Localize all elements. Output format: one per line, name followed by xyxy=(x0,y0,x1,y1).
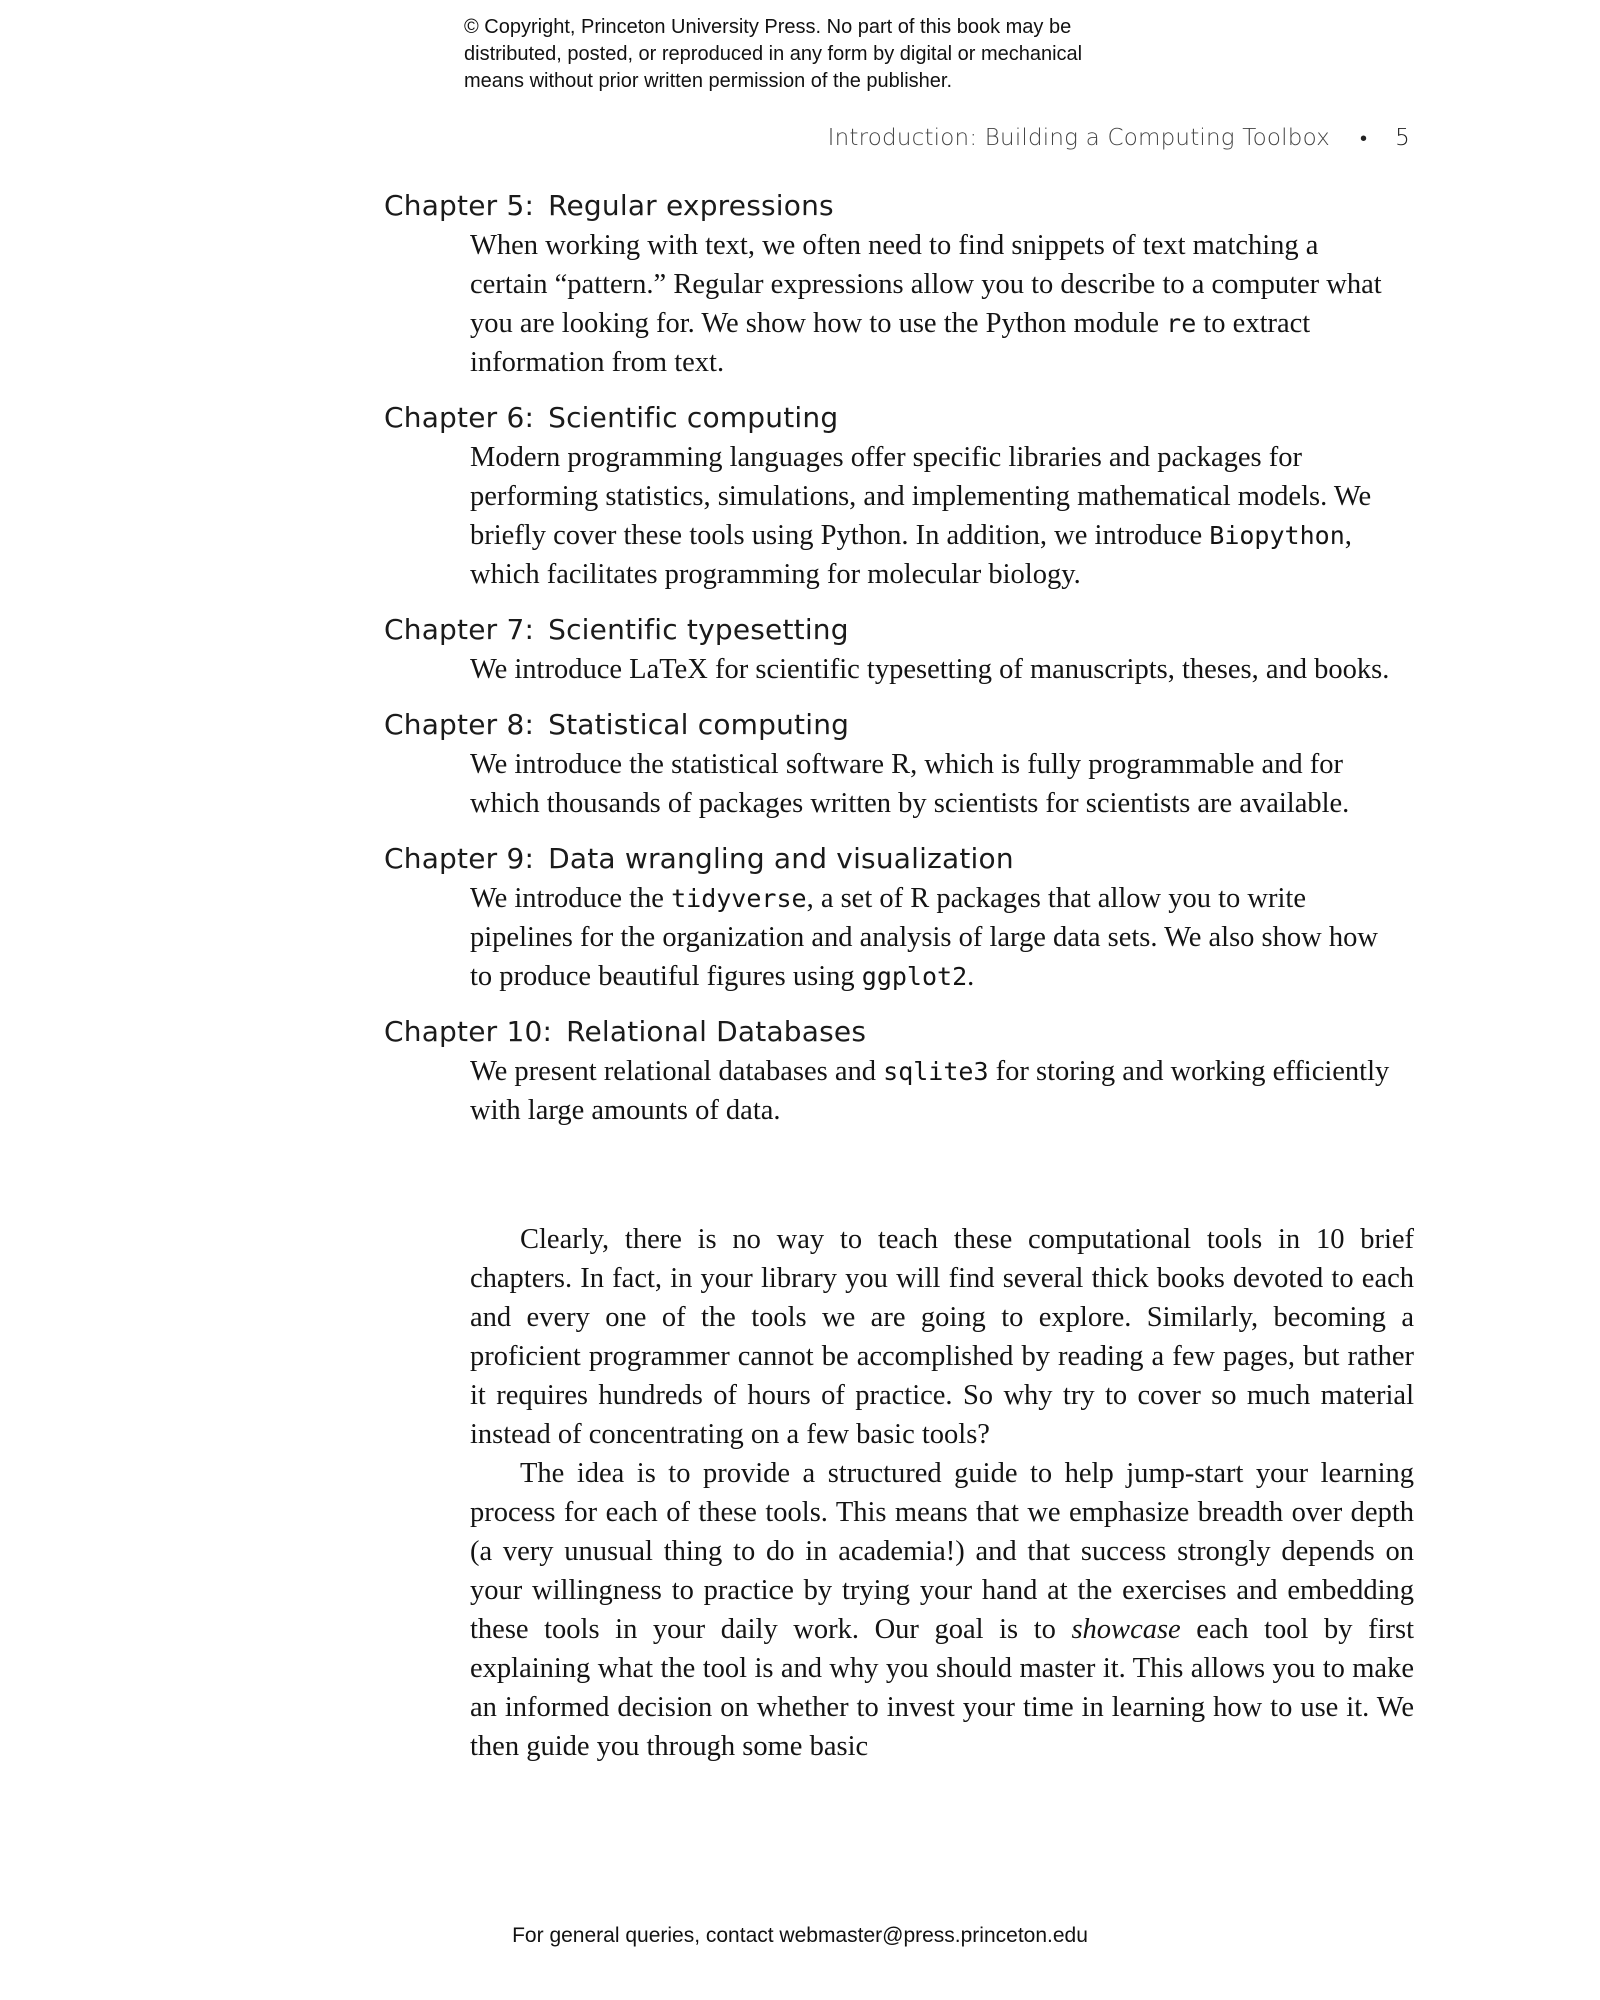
code-term: ggplot2 xyxy=(861,962,968,991)
code-term: tidyverse xyxy=(671,884,807,913)
chapter-6 xyxy=(384,398,1414,594)
chapter-number: Chapter 7: xyxy=(384,613,535,646)
copyright-line-3: means without prior written permission of the publisher. xyxy=(464,70,953,92)
desc-text: . xyxy=(967,961,975,992)
desc-text: to extract information from text. xyxy=(470,308,1311,378)
chapter-title xyxy=(384,398,1414,438)
desc-text: Modern programming languages offer specific libraries and packages for performing statistics, simulations, and implementing mathematical models. We briefly cover these tools using Python. In addition, we introduce xyxy=(470,442,1372,551)
chapter-7 xyxy=(384,610,1414,689)
copyright-line-1: © Copyright, Princeton University Press. No part of this book may be xyxy=(464,16,1072,38)
desc-text: for storing and working efficiently with large amounts of data. xyxy=(470,1056,1390,1126)
chapter-title xyxy=(384,186,1414,226)
body-text xyxy=(470,1220,1414,1766)
paragraph-text: The idea is to provide a structured guide to help jump-start your learning process for each of these tools. This means that we emphasize breadth over depth (a very unusual thing to do in academia!) and that success strongly depends on your willingness to practice by trying your hand at the exercises and embedding these tools in your daily work. Our goal is to xyxy=(470,1458,1414,1645)
latex-logo: LaTeX xyxy=(629,654,708,685)
running-head xyxy=(828,125,1410,151)
desc-text: We introduce xyxy=(470,654,630,685)
chapter-title xyxy=(384,839,1414,879)
desc-text: , a set of R packages that allow you to write pipelines for the organization and analysis of large data sets. We also show how to produce beautiful figures using xyxy=(470,883,1378,992)
copyright-notice xyxy=(464,14,1184,95)
desc-text: We introduce the statistical software R, which is fully programmable and for which thousands of packages written by scientists for scientists are available. xyxy=(470,749,1350,819)
paragraph-text: each tool by first explaining what the tool is and why you should master it. This allows you to make an informed decision on whether to invest your time in learning how to use it. We then guide you through some basic xyxy=(470,1614,1414,1762)
running-head-title: Introduction: Building a Computing Toolbox xyxy=(827,125,1330,151)
chapter-10 xyxy=(384,1012,1414,1130)
emphasis-text: showcase xyxy=(1071,1614,1181,1645)
desc-text: We present relational databases and xyxy=(470,1056,884,1087)
chapter-description xyxy=(470,745,1398,823)
chapter-title xyxy=(384,610,1414,650)
chapter-name: Scientific typesetting xyxy=(548,613,849,646)
chapter-description xyxy=(470,438,1398,594)
chapter-8 xyxy=(384,705,1414,823)
chapter-list xyxy=(384,186,1414,1146)
paragraph-2 xyxy=(470,1454,1414,1766)
chapter-number: Chapter 6: xyxy=(384,401,535,434)
chapter-number: Chapter 10: xyxy=(384,1015,553,1048)
chapter-description xyxy=(470,226,1398,382)
chapter-name: Statistical computing xyxy=(548,708,850,741)
code-term: re xyxy=(1166,309,1197,338)
chapter-description xyxy=(470,879,1398,996)
desc-text: for scientific typesetting of manuscripts, theses, and books. xyxy=(707,654,1390,685)
desc-text: We introduce the xyxy=(470,883,672,914)
chapter-description xyxy=(470,650,1398,689)
chapter-number: Chapter 9: xyxy=(384,842,535,875)
copyright-line-2: distributed, posted, or reproduced in any form by digital or mechanical xyxy=(464,43,1083,65)
footer-contact: For general queries, contact webmaster@press.princeton.edu xyxy=(512,1924,1088,1947)
chapter-name: Regular expressions xyxy=(548,189,834,222)
page-number: 5 xyxy=(1395,125,1410,151)
chapter-title xyxy=(384,705,1414,745)
chapter-title xyxy=(384,1012,1414,1052)
paragraph-1: Clearly, there is no way to teach these computational tools in 10 brief chapters. In fact, in your library you will find several thick books devoted to each and every one of the tools we are going to explore. Similarly, becoming a proficient programmer cannot be accomplished by reading a few pages, but rather it requires hundreds of hours of practice. So why try to cover so much material instead of concentrating on a few basic tools? xyxy=(470,1224,1414,1450)
chapter-name: Relational Databases xyxy=(566,1015,867,1048)
chapter-description xyxy=(470,1052,1398,1130)
chapter-number: Chapter 8: xyxy=(384,708,535,741)
chapter-number: Chapter 5: xyxy=(384,189,535,222)
chapter-name: Data wrangling and visualization xyxy=(548,842,1014,875)
chapter-9 xyxy=(384,839,1414,996)
code-term: Biopython xyxy=(1209,521,1345,550)
desc-text: When working with text, we often need to find snippets of text matching a certain “pattern.” Regular expressions allow you to describe to a computer what you are looking for. We show how to use the Python module xyxy=(470,230,1382,339)
desc-text: , which facilitates programming for molecular biology. xyxy=(470,520,1352,590)
code-term: sqlite3 xyxy=(883,1057,989,1086)
bullet-icon: • xyxy=(1359,126,1368,150)
chapter-5 xyxy=(384,186,1414,382)
chapter-name: Scientific computing xyxy=(548,401,839,434)
